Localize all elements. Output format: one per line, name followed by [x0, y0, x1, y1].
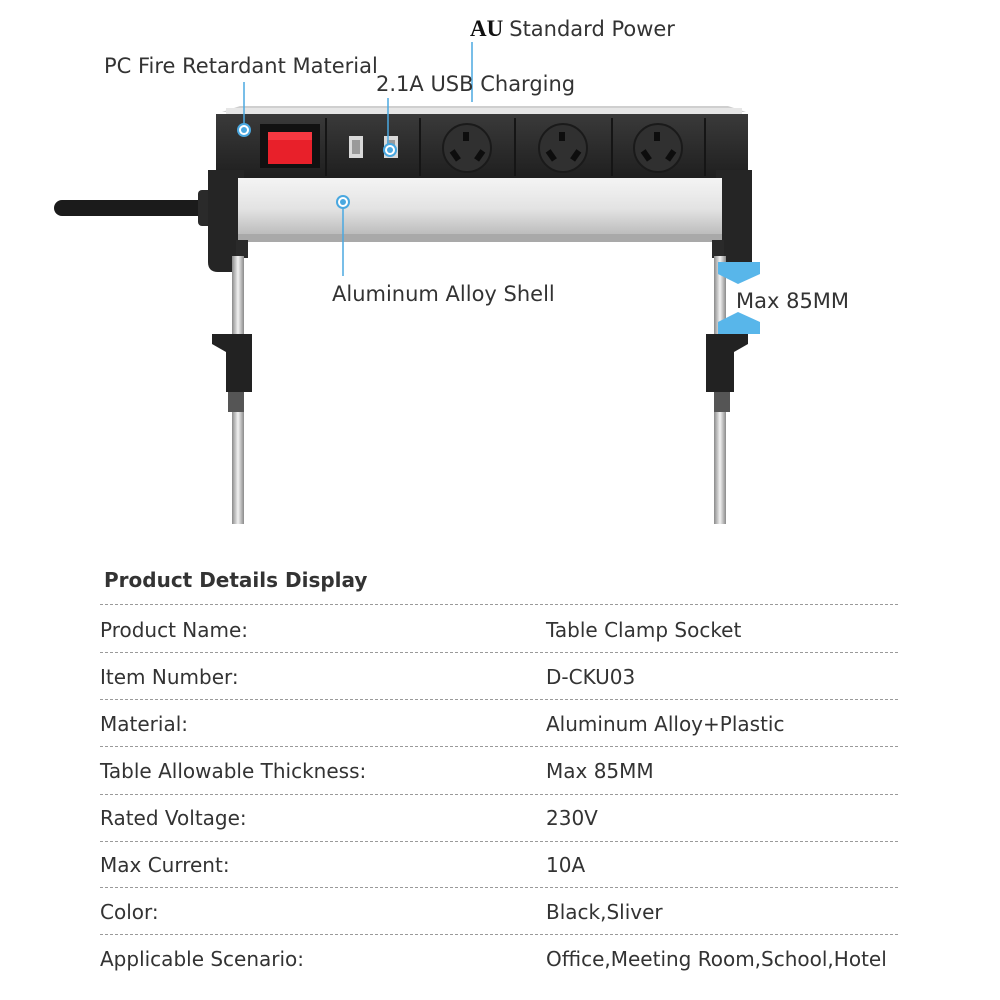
table-row — [100, 892, 898, 938]
row-label: Color: — [100, 900, 159, 924]
details-title: Product Details Display — [104, 568, 368, 592]
callout-standard-power: Standard Power — [509, 17, 675, 41]
row-value: Max 85MM — [546, 759, 654, 783]
row-value: D-CKU03 — [546, 665, 636, 689]
row-label: Material: — [100, 712, 188, 736]
callout-max-thickness: Max 85MM — [736, 289, 850, 313]
row-value: Black,Sliver — [546, 900, 663, 924]
row-value: Table Clamp Socket — [546, 618, 742, 642]
table-row — [100, 845, 898, 891]
callout-pc-fire-retardant: PC Fire Retardant Material — [104, 54, 378, 78]
callout-aluminum-shell: Aluminum Alloy Shell — [332, 282, 555, 306]
row-label: Item Number: — [100, 665, 239, 689]
divider — [100, 652, 898, 653]
table-row — [100, 798, 898, 844]
row-label: Applicable Scenario: — [100, 947, 305, 971]
callout-dot-icon — [337, 196, 349, 208]
table-row — [100, 610, 898, 656]
au-outlet-icon — [443, 124, 491, 172]
row-label: Product Name: — [100, 618, 249, 642]
row-value: 230V — [546, 806, 598, 830]
row-value: Office,Meeting Room,School,Hotel — [546, 947, 887, 971]
right-clamp — [706, 240, 748, 524]
row-value: 10A — [546, 853, 586, 877]
au-outlet-icon — [634, 124, 682, 172]
divider — [100, 794, 898, 795]
divider — [100, 699, 898, 700]
row-label: Table Allowable Thickness: — [100, 759, 367, 783]
divider — [100, 604, 898, 605]
divider — [100, 887, 898, 888]
callout-dot-icon — [384, 144, 396, 156]
divider — [100, 841, 898, 842]
callout-usb-charging: 2.1A USB Charging — [376, 72, 576, 96]
aluminum-body — [238, 178, 722, 234]
divider — [100, 934, 898, 935]
power-switch-icon — [260, 124, 320, 168]
row-label: Max Current: — [100, 853, 230, 877]
callout-au-standard-power — [470, 16, 675, 42]
row-value: Aluminum Alloy+Plastic — [546, 712, 785, 736]
table-row — [100, 939, 898, 985]
table-row — [100, 704, 898, 750]
callout-dot-icon — [238, 124, 250, 136]
table-row — [100, 657, 898, 703]
table-row — [100, 751, 898, 797]
au-outlet-icon — [539, 124, 587, 172]
left-clamp — [212, 240, 252, 524]
divider — [100, 746, 898, 747]
row-label: Rated Voltage: — [100, 806, 247, 830]
callout-au: AU — [470, 16, 504, 41]
